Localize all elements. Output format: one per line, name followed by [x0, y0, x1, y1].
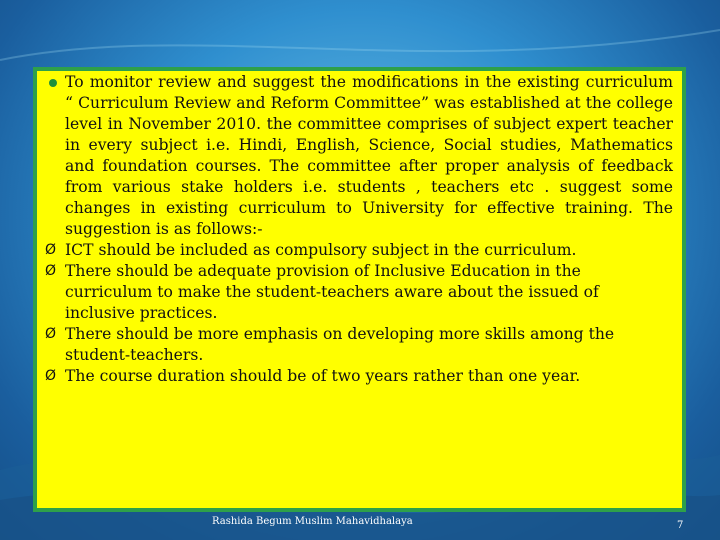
arrow-bullet-icon: Ø: [45, 263, 57, 279]
suggestion-course-duration: The course duration should be of two years rather than one year.: [65, 367, 581, 385]
arrow-bullet-icon: Ø: [45, 368, 57, 384]
footer-institution: Rashida Begum Muslim Mahavidhalaya: [212, 516, 413, 527]
suggestion-skills: There should be more emphasis on developing more skills among the student-teachers.: [65, 325, 615, 364]
page-number: 7: [677, 520, 684, 531]
arrow-bullet-icon: Ø: [45, 326, 57, 342]
slide-footer: [0, 514, 720, 534]
list-item-skills: [45, 324, 673, 366]
list-item-ict: [45, 240, 673, 261]
intro-paragraph: To monitor review and suggest the modifications in the existing curriculum “ Curriculum Review and Reform Committee” was established at the college level in November 2010. the committee comprises of subject expert teacher in every subject i.e. Hindi, English, Science, Social studies, Mathematics and foundation courses. The committee after proper analysis of feedback from various stake holders i.e. students , teachers etc . suggest some changes in existing curriculum to University for effective training. The suggestion is as follows:-: [65, 73, 673, 238]
slide-content: [45, 72, 673, 387]
list-item-intro: [45, 72, 673, 240]
list-item-inclusive: [45, 261, 673, 324]
suggestion-inclusive-education: There should be adequate provision of Inclusive Education in the curriculum to make the student-teachers aware about the issued of inclusive practices.: [65, 262, 599, 322]
list-item-duration: [45, 366, 673, 387]
arrow-bullet-icon: Ø: [45, 242, 57, 258]
bullet-dot-icon: [45, 72, 63, 93]
suggestion-ict: ICT should be included as compulsory subject in the curriculum.: [65, 241, 577, 259]
